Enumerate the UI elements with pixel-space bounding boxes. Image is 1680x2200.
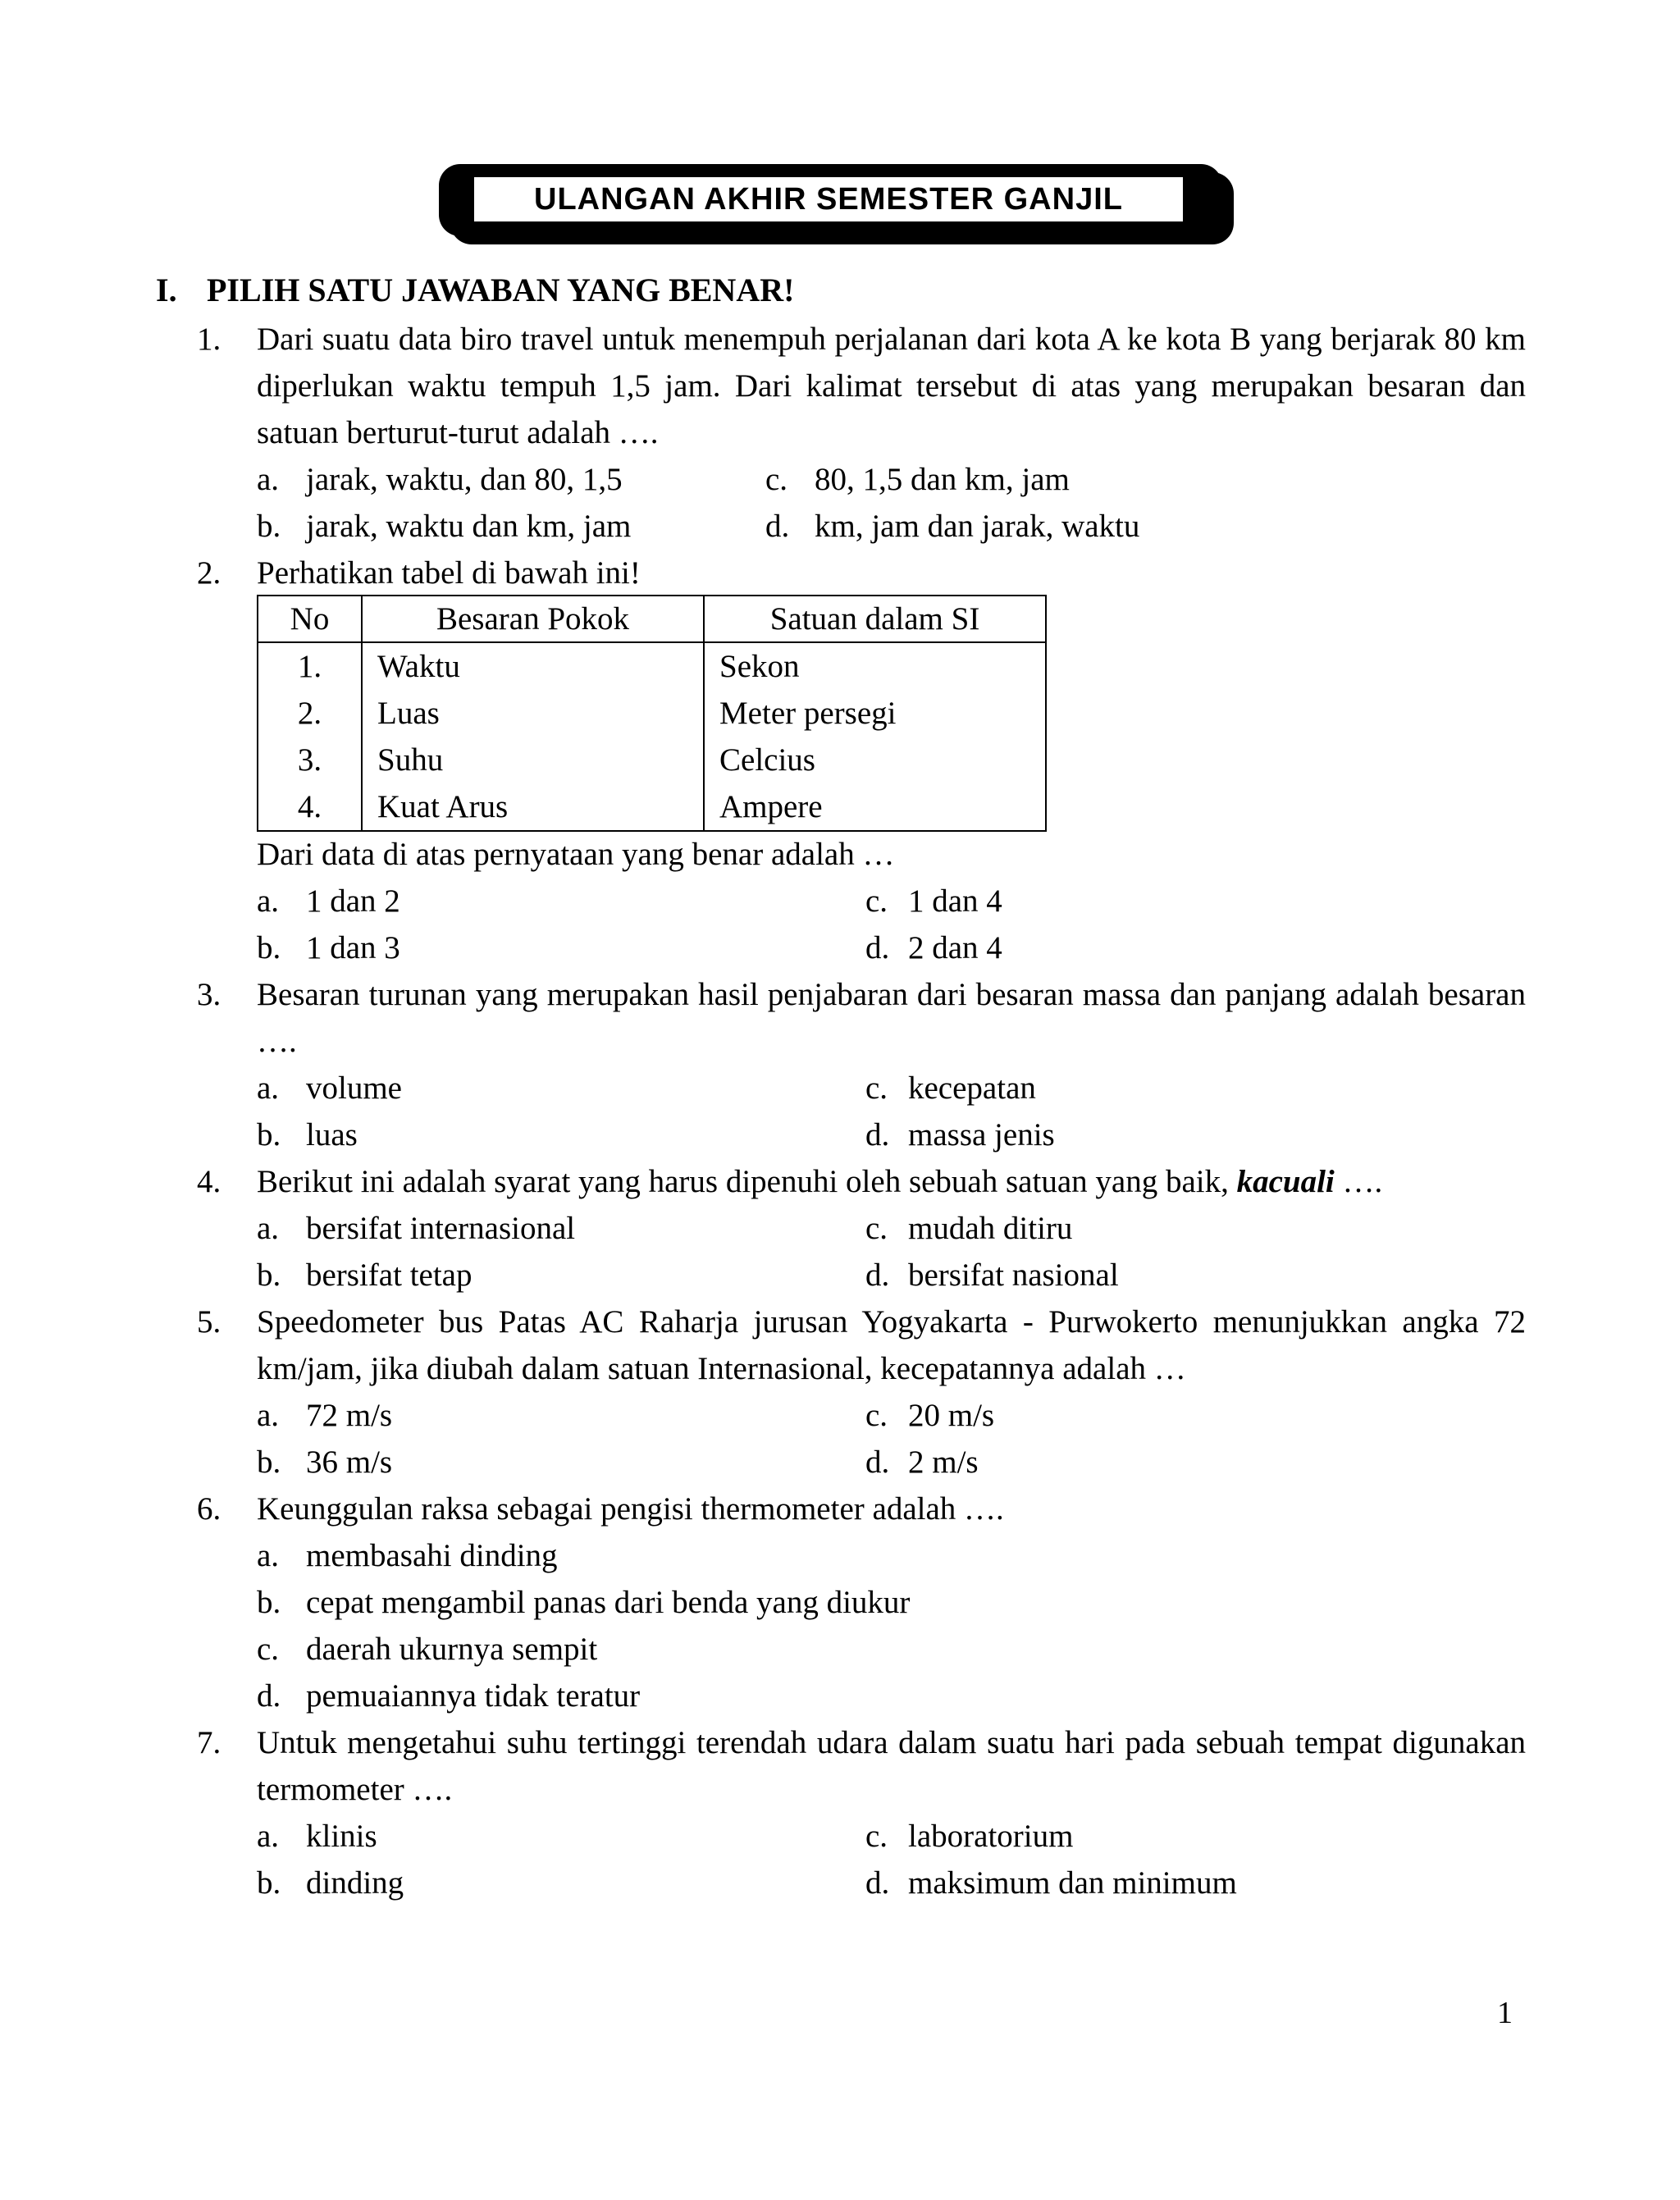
option-a: a. klinis [257,1819,377,1854]
question-1 [197,316,1526,456]
question-number: 5. [197,1304,221,1340]
table-row: 4. Kuat Arus Ampere [258,783,1046,831]
table-header: Satuan dalam SI [704,596,1046,642]
question-text: Speedometer bus Patas AC Raharja jurusan Yogyakarta - Purwokerto menunjukkan angka 72 km/jam, jika diubah dalam satuan Internasional, kecepatannya adalah … [257,1304,1526,1386]
question-number: 3. [197,977,221,1012]
question-number: 1. [197,322,221,357]
table-header: Besaran Pokok [362,596,704,642]
option-a: a. 72 m/s [257,1398,393,1433]
question-text: Untuk mengetahui suhu tertinggi terendah udara dalam suatu hari pada sebuah tempat digunakan termometer …. [257,1725,1526,1807]
option-b: b. dinding [257,1865,404,1901]
option-b: b. bersifat tetap [257,1257,472,1293]
option-d: d. maksimum dan minimum [865,1865,1237,1901]
option-c: c. 80, 1,5 dan km, jam [765,462,1070,497]
option-d: d. 2 dan 4 [865,930,1002,965]
question-number: 2. [197,555,221,591]
option-d: d. massa jenis [865,1117,1055,1152]
option-a: a. membasahi dinding [257,1538,558,1573]
option-c: c. 1 dan 4 [865,883,1002,919]
question-text: Berikut ini adalah syarat yang harus dipenuhi oleh sebuah satuan yang baik, kacuali …. [257,1164,1383,1199]
question-text: Dari suatu data biro travel untuk menempuh perjalanan dari kota A ke kota B yang berjarak 80 km diperlukan waktu tempuh 1,5 jam. Dari kalimat tersebut di atas yang merupakan besaran dan satuan berturut-turut adalah …. [257,322,1526,450]
question-5 [197,1299,1526,1392]
question-number: 4. [197,1164,221,1199]
option-c: c. 20 m/s [865,1398,995,1433]
option-c: c. daerah ukurnya sempit [257,1632,598,1667]
option-a: a. volume [257,1070,402,1106]
page-number: 1 [1497,1996,1513,2030]
table-row: 3. Suhu Celcius [258,737,1046,783]
title-banner [439,164,1239,246]
table-row: 2. Luas Meter persegi [258,690,1046,737]
question-6 [197,1486,1526,1532]
table-header-row [258,596,1046,642]
option-a: a. jarak, waktu, dan 80, 1,5 [257,462,623,497]
question-4 [197,1158,1526,1205]
page-title: ULANGAN AKHIR SEMESTER GANJIL [472,175,1185,224]
option-b: b. jarak, waktu dan km, jam [257,509,632,544]
section-number: I. [156,272,177,308]
question-number: 6. [197,1491,221,1527]
table-header: No [258,596,362,642]
option-d: d. pemuaiannya tidak teratur [257,1678,641,1714]
question-text: Keunggulan raksa sebagai pengisi thermometer adalah …. [257,1491,1004,1527]
table-row: 1. Waktu Sekon [258,642,1046,690]
section-title: PILIH SATU JAWABAN YANG BENAR! [207,272,795,308]
option-d: d. bersifat nasional [865,1257,1119,1293]
option-a: a. bersifat internasional [257,1211,576,1246]
section-heading [156,271,794,309]
emphasis-word: kacuali [1236,1164,1335,1199]
option-c: c. mudah ditiru [865,1211,1073,1246]
option-b: b. cepat mengambil panas dari benda yang diukur [257,1585,911,1620]
question-7 [197,1719,1526,1813]
followup-text: Dari data di atas pernyataan yang benar adalah … [257,837,895,872]
question-number: 7. [197,1725,221,1760]
data-table [257,595,1047,832]
question-text: Perhatikan tabel di bawah ini! [257,555,641,591]
option-a: a. 1 dan 2 [257,883,400,919]
option-b: b. 36 m/s [257,1445,393,1480]
question-3 [197,971,1526,1065]
question-2 [197,550,1526,596]
question-text: Besaran turunan yang merupakan hasil penjabaran dari besaran massa dan panjang adalah besaran …. [257,977,1526,1059]
option-c: c. laboratorium [865,1819,1074,1854]
option-b: b. luas [257,1117,358,1152]
option-d: d. km, jam dan jarak, waktu [765,509,1140,544]
option-c: c. kecepatan [865,1070,1036,1106]
option-b: b. 1 dan 3 [257,930,400,965]
option-d: d. 2 m/s [865,1445,979,1480]
